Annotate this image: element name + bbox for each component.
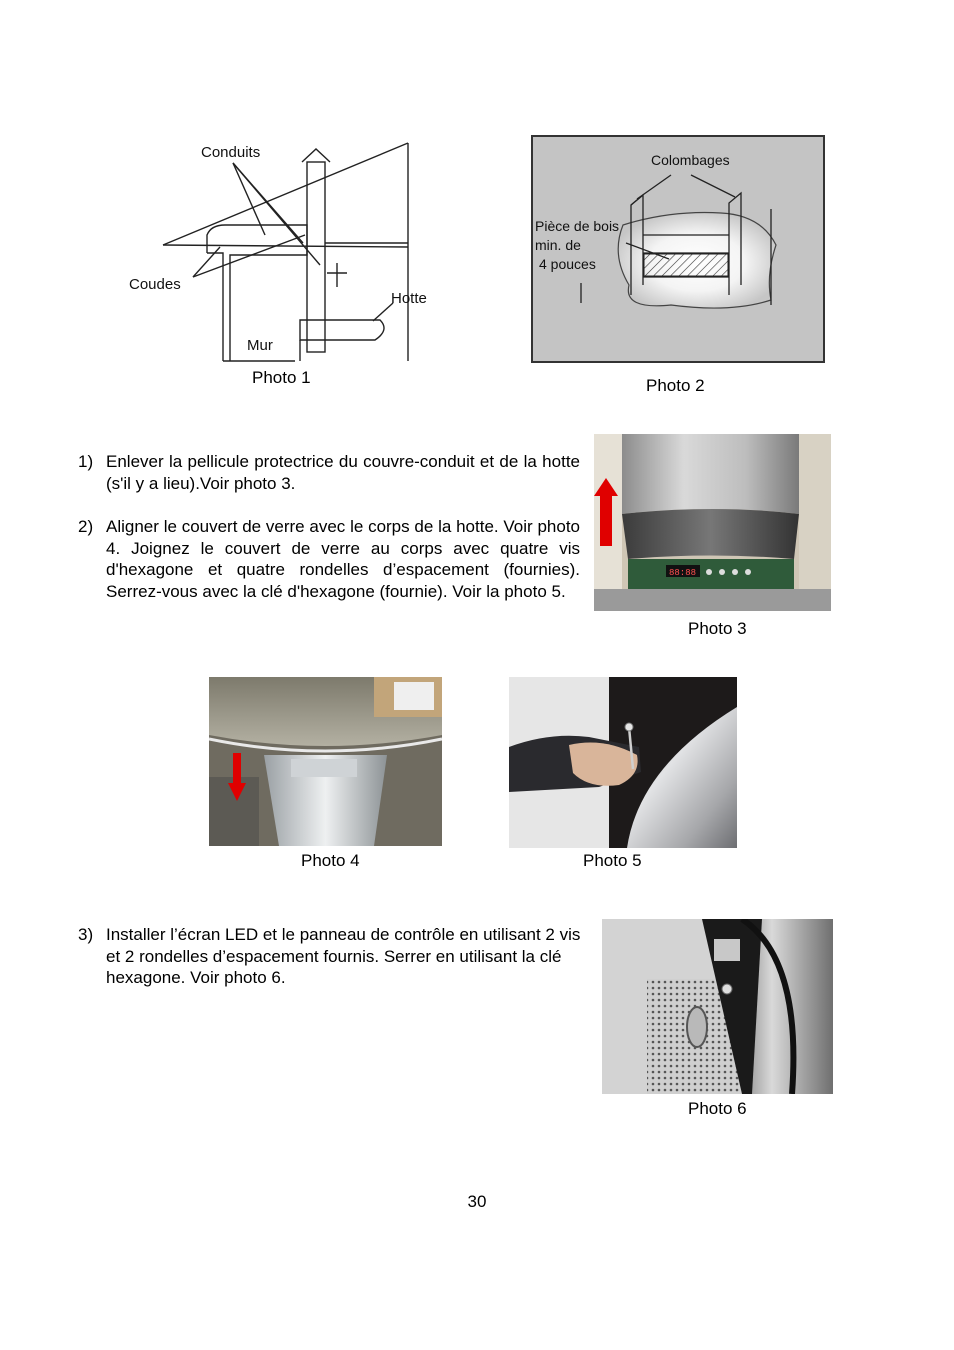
- step-2-number: 2): [78, 517, 94, 536]
- photo3-display-readout: 88:88: [669, 568, 697, 578]
- photo3-caption: Photo 3: [688, 619, 747, 638]
- photo2-label-colombages: Colombages: [651, 152, 730, 168]
- photo1-diagram: [125, 135, 435, 365]
- photo2-diagram: [531, 135, 825, 363]
- step-2-text: Aligner le couvert de verre avec le corps de la hotte. Voir photo 4. Joignez le couvert de verre au corps avec quatre vis d'hexagone et quatre rondelles d’espacement (fournies). Serrez-vous avec la clé d'hexagone (fournie). Voir la photo 5.: [106, 517, 580, 601]
- page-number: 30: [467, 1192, 487, 1211]
- photo4-image: [209, 677, 442, 846]
- photo1-caption: Photo 1: [252, 368, 311, 387]
- step-2: [78, 516, 580, 626]
- photo1-label-coudes: Coudes: [129, 276, 181, 293]
- step-3-number: 3): [78, 925, 94, 944]
- step-1: [78, 451, 580, 495]
- photo5-image: [509, 677, 737, 848]
- photo3-image: [594, 434, 831, 611]
- photo6-caption: Photo 6: [688, 1099, 747, 1118]
- step-3: [78, 924, 588, 990]
- step-1-text: Enlever la pellicule protectrice du couvre-conduit et de la hotte (s'il y a lieu).Voir photo 3.: [106, 452, 580, 493]
- step-3-text: Installer l’écran LED et le panneau de contrôle en utilisant 2 vis et 2 rondelles d’espacement fournis. Serrer en utilisant la clé hexagone. Voir photo 6.: [106, 925, 581, 987]
- photo2-label-piece-line1: Pièce de bois: [535, 218, 620, 234]
- photo6-image: [602, 919, 833, 1094]
- photo1-label-mur: Mur: [247, 337, 273, 354]
- step-1-number: 1): [78, 452, 94, 471]
- photo2-label-piece-line3: 4 pouces: [539, 256, 596, 272]
- photo1-label-hotte: Hotte: [391, 290, 427, 307]
- photo4-caption: Photo 4: [301, 851, 360, 870]
- photo5-caption: Photo 5: [583, 851, 642, 870]
- photo2-caption: Photo 2: [646, 376, 705, 395]
- photo2-label-piece-line2: min. de: [535, 237, 581, 253]
- photo1-label-conduits: Conduits: [201, 144, 261, 161]
